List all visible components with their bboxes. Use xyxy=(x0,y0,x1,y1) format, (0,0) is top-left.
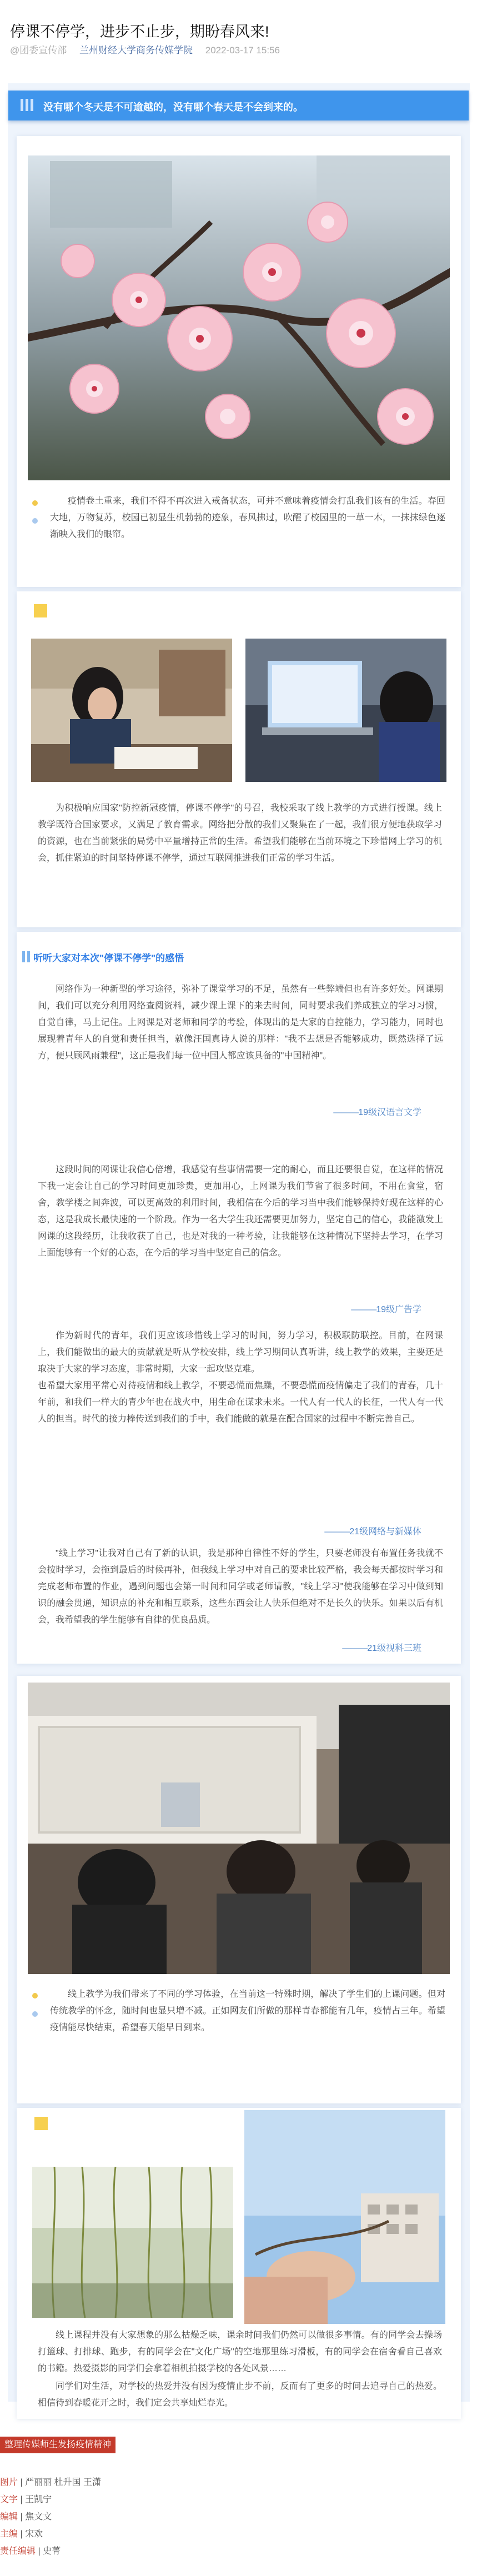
heading-bars-decoration xyxy=(22,951,30,962)
corner-square-decoration xyxy=(34,2117,48,2130)
online-teaching-paragraph: 为积极响应国家"防控新冠疫情，停课不停学"的号召，我校采取了线上教学的方式进行授课。线上教学既符合国家要求，又满足了教育需求。网络把分散的我们又聚集在了一起，我们很方便地获取学习的资源，也在当前紧张的局势中平量增持正常的生活。希望我们能够在当前环境之下珍惜网上学习的机会，抓住紧迫的时间坚持停课不停学，通过互联网推进我们正常的学习生活。 xyxy=(38,804,442,863)
student-laptop-photo xyxy=(245,639,446,782)
reflection-signature: ——— 19级汉语言文学 xyxy=(333,1105,421,1118)
reflections-heading: 听听大家对本次"停课不停学"的感悟 xyxy=(33,953,184,963)
bullet-dot xyxy=(32,2011,38,2017)
dorm-study-photo xyxy=(28,1683,450,1974)
bullet-dot xyxy=(32,1993,38,1998)
intro-paragraph: 疫情卷土重来，我们不得不再次进入戒备状态，可并不意味着疫情会打乱我们该有的生活。春回大地，万物复苏，校园已初显生机勃勃的迹象，春风拂过，吹醒了校园里的一草一木，一抹抹绿色逐渐映入我们的眼帘。 xyxy=(50,496,445,539)
reflection-signature: ——— 21级视科三班 xyxy=(342,1641,421,1654)
account-link[interactable]: 兰州财经大学商务传媒学院 xyxy=(79,45,193,56)
reflection-paragraph: 作为新时代的青年，我们更应该珍惜线上学习的时间，努力学习，积极联防联控。目前，在网课上，我们能做出的最大的贡献就是听从学校安排，线上学习期间认真听讲，线上教学的效果，主要还是取决于大家的学习态度，非常时期，大家一起攻坚克难。 也希望大家用平常心对待疫情和线上教学，不要恐慌而焦躁，不要恐慌而疫情偏走了我们的青春，几十年前，和我们一样大的青少年也在战火中，用生命在谋求未来。一代人有一代人的长征，一代人有一代人的担当。时代的接力棒传送到我们的手中，我们能做的就是在配合国家的过程中不断完善自己。 xyxy=(38,1331,443,1424)
bullet-dot xyxy=(32,500,38,506)
credit-line: 图片 | 严丽丽 杜升国 王潇 xyxy=(0,2478,101,2487)
credit-line: 责任编辑 | 史菁 xyxy=(0,2547,61,2556)
slogan-text: 没有哪个冬天是不可逾越的，没有哪个春天是不会到来的。 xyxy=(43,102,303,113)
reflection-paragraph: 网络作为一种新型的学习途径，弥补了课堂学习的不足，虽然有一些弊端但也有许多好处。网课期间，我们可以充分利用网络查阅资料，减少课上课下的来去时间，同时要求我们养成独立的学习习惯，自觉自律，马上记住。上网课是对老师和同学的考验，体现出的是大家的自控能力，学习能力，同时也展现着青年人的自觉和责任担当，就像汪国真诗人说的那样："我不去想是否能够成功，既然选择了远方，便只顾风雨兼程"，这正是我们每一位中国人都应该具备的"中国精神"。 xyxy=(38,985,443,1061)
student-writing-photo xyxy=(31,639,232,782)
willow-branches-photo xyxy=(32,2167,233,2318)
hand-branch-photo xyxy=(244,2110,445,2324)
credit-line: 编辑 | 焦文文 xyxy=(0,2512,52,2522)
credit-line: 文字 | 王凯宁 xyxy=(0,2495,52,2504)
reflection-paragraph: "线上学习"让我对自己有了新的认识，我是那种自律性不好的学生，只要老师没有布置任务我就不会按时学习，会拖到最后的时候再补，但我线上学习中对自己的要求比较严格，我会每天都按时学习和完成老师布置的作业，遇到问题也会第一时间和同学或老师请教，"线上学习"使我能够在学习中做到知识的融会贯通，知识点的补充和相互联系，这些东西会让人快乐但绝对不是长久的快乐。如果以后有机会，我希望我的学生能够有自律的优良品质。 xyxy=(38,1549,443,1625)
corner-square-decoration xyxy=(34,604,47,617)
source-tag: 整理传媒师生发扬疫情精神 xyxy=(0,2437,116,2453)
credit-line: 主编 | 宋欢 xyxy=(0,2529,43,2539)
credits-list xyxy=(0,2474,101,2560)
outlook-paragraph: 线上教学为我们带来了不同的学习体验，在当前这一特殊时期，解决了学生们的上课问题。但对传统教学的怀念，随时间也显只增不减。正如网友们所做的那样青春都能有几年，疫情占三年。希望疫情能尽快结束，希望春天能早日到来。 xyxy=(50,1990,445,2032)
reflection-signature: ——— 19级广告学 xyxy=(351,1302,421,1315)
bullet-dot xyxy=(32,518,38,524)
article-source: @团委宣传部 xyxy=(10,45,67,56)
banner-bars-decoration xyxy=(21,99,33,111)
article-meta xyxy=(10,42,280,56)
reflection-paragraph: 这段时间的网课让我信心倍增，我感觉有些事情需要一定的耐心，而且还要很自觉，在这样的情况下我一定会让自己的学习时间更加珍贵，更加用心，上网课为我们节省了很多时间，不用在食堂，宿舍，教学楼之间奔波，可以更高效的利用时间，我相信在今后的学习当中我们能够保持好现在这样的心态，这是我成长最快速的一个阶段。作为一名大学生我还需要更加努力，坚定自己的信心，我能激发上网课的这段经历，让我收获了自己，也是对我的一种考验，让我能够在这种情况下坚持去学习，在学习上面能够有一个好的心态，在今后的学习当中坚定自己的信念。 xyxy=(38,1165,443,1258)
article-title: 停课不停学，进步不止步，期盼春风来! xyxy=(10,23,269,41)
campus-life-paragraph: 线上课程并没有大家想象的那么枯燥乏味，课余时间我们仍然可以做很多事情。有的同学会去操场打篮球、打排球、跑步，有的同学会在"文化广场"的空地那里练习滑板，有的同学会在宿舍看自己喜欢的书籍。热爱摄影的同学们会拿着相机拍摄学校的各处风景…… xyxy=(38,2331,442,2373)
peach-blossom-photo xyxy=(28,155,450,480)
publish-date: 2022-03-17 15:56 xyxy=(205,45,280,56)
slogan-banner xyxy=(8,91,469,120)
reflection-signature: ——— 21级网络与新媒体 xyxy=(324,1524,421,1537)
closing-paragraph: 同学们对生活，对学校的热爱并没有因为疫情止步不前，反而有了更多的时间去追寻自己的热爱。相信待到春暖花开之时，我们定会共享灿烂春光。 xyxy=(38,2382,442,2408)
